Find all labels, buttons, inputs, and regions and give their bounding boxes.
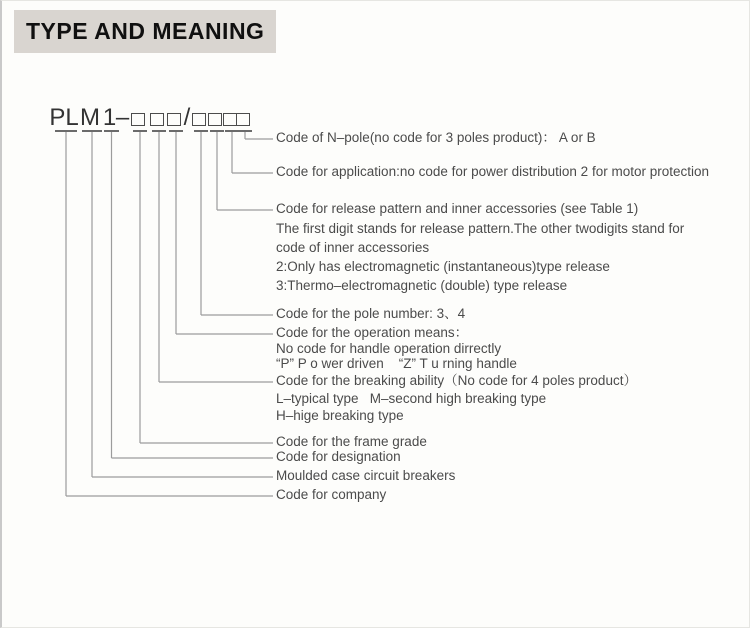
- note-release-3: 2:Only has electromagnetic (instantaneous)type release: [276, 259, 610, 274]
- label-pole-number: Code for the pole number: 3、4: [276, 306, 466, 321]
- label-company: Code for company: [276, 487, 387, 502]
- code-box-release-pattern: [208, 113, 222, 126]
- note-release-2: code of inner accessories: [276, 240, 430, 255]
- code-box-n-pole: [236, 113, 250, 126]
- label-n-pole: Code of N–pole(no code for 3 poles product)： A or B: [276, 130, 596, 145]
- code-part-designation: 1: [102, 104, 117, 131]
- code-box-operation-means: [167, 113, 181, 126]
- code-dash: –: [115, 104, 130, 131]
- code-box-breaking-ability: [150, 113, 164, 126]
- note-breaking-2: H–hige breaking type: [276, 408, 404, 423]
- label-moulded-case: Moulded case circuit breakers: [276, 468, 456, 483]
- code-box-application: [223, 113, 237, 126]
- label-designation: Code for designation: [276, 449, 401, 464]
- note-operation-2: “P” P o wer driven “Z” T u rning handle: [276, 356, 517, 371]
- code-part-company: PL: [49, 104, 79, 131]
- note-operation-1: No code for handle operation dirrectly: [276, 341, 502, 356]
- code-box-frame-grade: [131, 113, 145, 126]
- label-frame-grade: Code for the frame grade: [276, 434, 427, 449]
- section-header: [14, 10, 276, 53]
- section-title: TYPE AND MEANING: [26, 18, 265, 44]
- code-box-pole-number: [192, 113, 206, 126]
- label-release-pattern: Code for release pattern and inner accessories (see Table 1): [276, 201, 639, 216]
- note-breaking-1: L–typical type M–second high breaking type: [276, 391, 547, 406]
- code-slash: /: [183, 104, 191, 131]
- label-breaking-ability: Code for the breaking ability（No code for 4 poles product）: [276, 373, 637, 388]
- note-release-1: The first digit stands for release pattern.The other twodigits stand for: [276, 221, 685, 236]
- label-operation-means: Code for the operation means：: [276, 325, 469, 340]
- code-part-moulded: M: [80, 104, 100, 131]
- label-application: Code for application:no code for power distribution 2 for motor protection: [276, 164, 709, 179]
- note-release-4: 3:Thermo–electromagnetic (double) type release: [276, 278, 568, 293]
